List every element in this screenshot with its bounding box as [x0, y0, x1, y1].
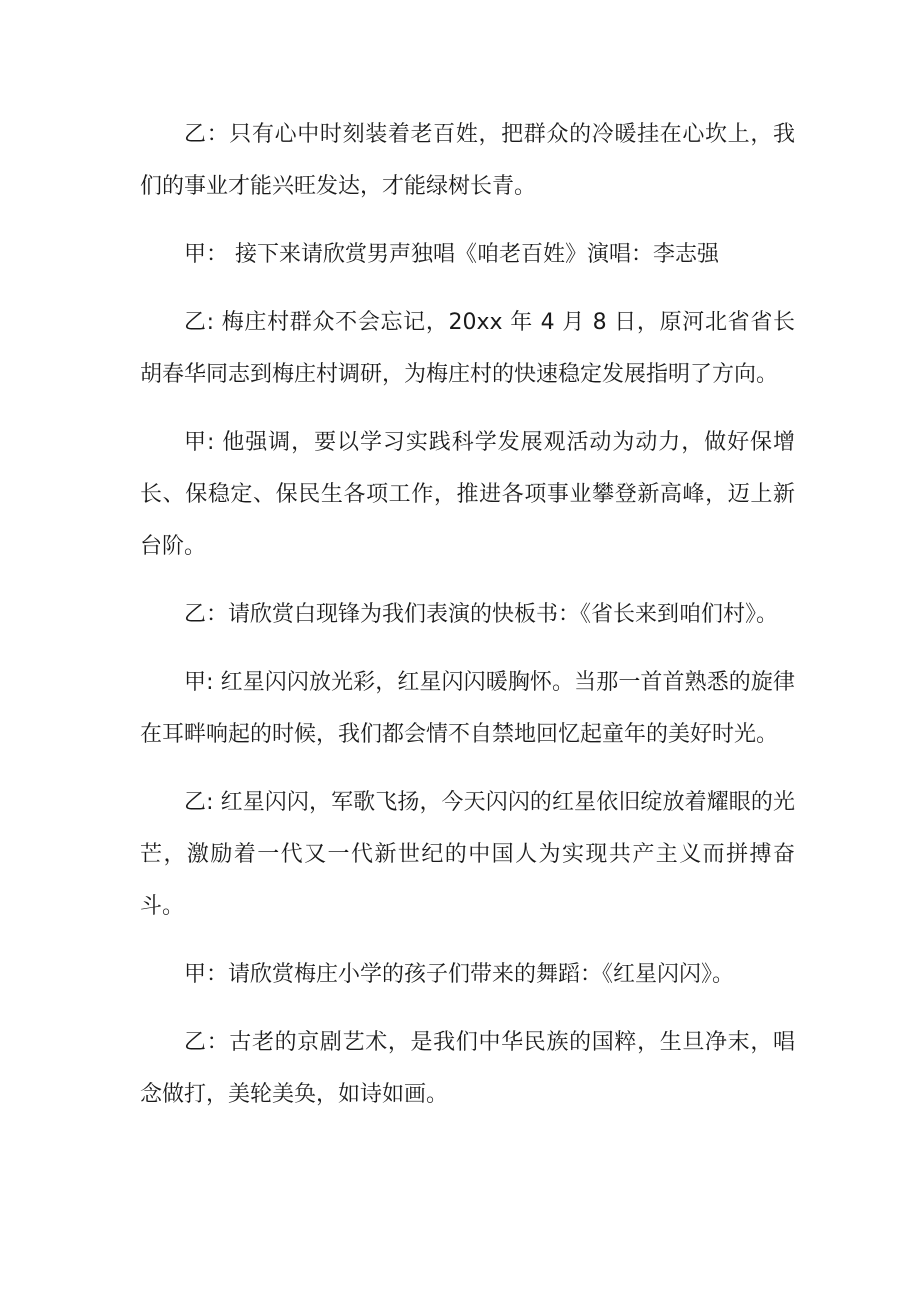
paragraph: 甲: 红星闪闪放光彩，红星闪闪暖胸怀。当那一首首熟悉的旋律在耳畔响起的时候，我们都会情不自禁地回忆起童年的美好时光。: [140, 670, 795, 747]
paragraph: 甲：请欣赏梅庄小学的孩子们带来的舞蹈：《红星闪闪》。: [184, 962, 735, 987]
paragraph: 乙: 梅庄村群众不会忘记，20xx 年 4 月 8 日，原河北省省长胡春华同志到梅庄村调研，为梅庄村的快速稳定发展指明了方向。: [140, 310, 795, 387]
document-body: [140, 109, 795, 1137]
paragraph: 甲: 他强调，要以学习实践科学发展观活动为动力，做好保增长、保稳定、保民生各项工作，推进各项事业攀登新高峰，迈上新台阶。: [140, 430, 795, 559]
paragraph: 乙：古老的京剧艺术，是我们中华民族的国粹，生旦净末，唱念做打，美轮美奂，如诗如画。: [140, 1030, 795, 1107]
paragraph: 乙：请欣赏白现锋为我们表演的快板书：《省长来到咱们村》。: [184, 602, 779, 627]
paragraph: 乙: 红星闪闪，军歌飞扬，今天闪闪的红星依旧绽放着耀眼的光芒，激励着一代又一代新世纪的中国人为实现共产主义而拼搏奋斗。: [140, 790, 795, 919]
paragraph: 乙：只有心中时刻装着老百姓，把群众的冷暖挂在心坎上，我们的事业才能兴旺发达，才能绿树长青。: [140, 122, 795, 199]
paragraph: 甲： 接下来请欣赏男声独唱《咱老百姓》演唱：李志强: [184, 242, 719, 267]
